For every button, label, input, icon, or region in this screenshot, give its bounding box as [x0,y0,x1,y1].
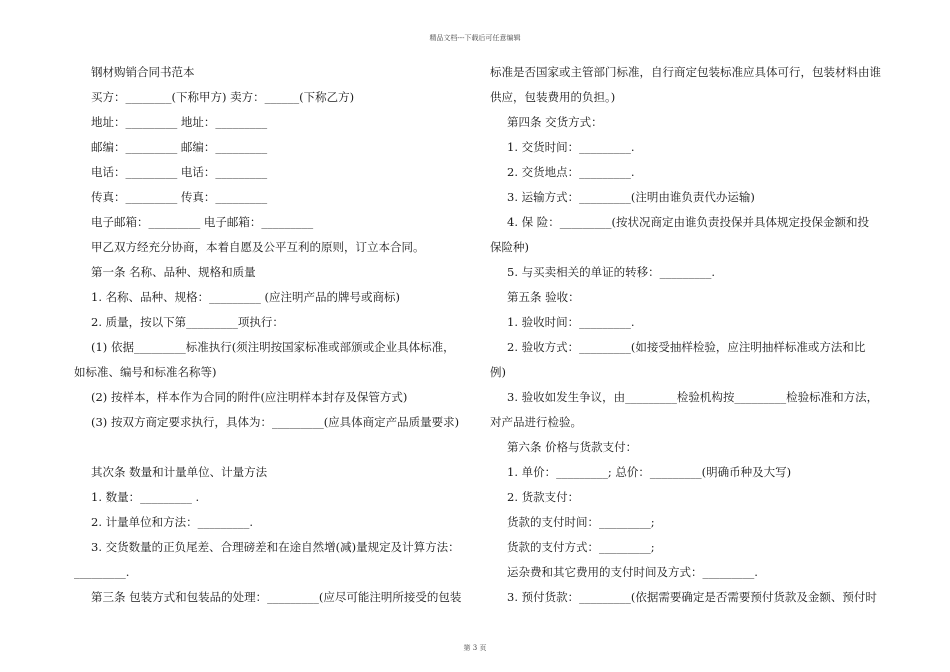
page-footer: 第 3 页 [463,644,487,652]
text-line: 对产品进行检验。 [490,415,582,429]
text-line: 其次条 数量和计量单位、计量方法 [91,465,268,479]
text-line: 1. 名称、品种、规格：_________ (应注明产品的牌号或商标) [91,290,401,304]
text-line: 传真：_________ 传真：_________ [91,190,268,204]
text-line: 运杂费和其它费用的支付时间及方式：_________. [507,565,758,579]
text-line: 1. 单价：_________; 总价：_________(明确币种及大写) [507,465,792,479]
text-line: 2. 交货地点：_________. [507,165,635,179]
text-line: 保险种) [490,240,529,254]
left-column [74,60,466,610]
text-line: 1. 数量：_________ . [91,490,200,504]
text-line: 2. 质量，按以下第_________项执行： [91,315,284,329]
text-line: 第五条 验收： [507,290,580,304]
text-line: 5. 与买卖相关的单证的转移：_________. [507,265,716,279]
text-line: 如标准、编号和标准名称等) [74,365,217,379]
text-line: 第六条 价格与货款支付： [507,440,638,454]
text-line: _________. [74,565,130,579]
text-line [74,435,466,460]
text-line: 标准是否国家或主管部门标准，自行商定包装标准应具体可行，包装材料由谁 [490,65,881,79]
text-line: 货款的支付时间：_________; [507,515,655,529]
text-line: 3. 验收如发生争议，由_________检验机构按_________检验标准和方法， [507,390,879,404]
text-line: 第四条 交货方式： [507,115,603,129]
text-line: 甲乙双方经充分协商，本着自愿及公平互利的原则，订立本合同。 [91,240,425,254]
text-line: 3. 交货数量的正负尾差、合理磅差和在途自然增(减)量规定及计算方法： [91,540,460,554]
text-line: 钢材购销合同书范本 [91,65,195,79]
page-header: 精品文档---下载后可任意编辑 [429,34,521,42]
text-line: 电子邮箱：_________ 电子邮箱：_________ [91,215,314,229]
text-line: 3. 预付货款：_________(依据需要确定是否需要预付货款及金额、预付时 [507,590,877,604]
text-line: 1. 交货时间：_________. [507,140,635,154]
text-line: (3) 按双方商定要求执行，具体为：_________(应具体商定产品质量要求) [91,415,460,429]
text-line: 2. 验收方式：_________(如接受抽样检验，应注明抽样标准或方法和比 [507,340,866,354]
text-line: 第三条 包装方式和包装品的处理：_________(应尽可能注明所接受的包装 [91,590,462,604]
text-line: 供应，包装费用的负担。) [490,90,616,104]
text-line: 邮编：_________ 邮编：_________ [91,140,268,154]
text-line: 货款的支付方式：_________; [507,540,655,554]
text-line: 例) [490,365,506,379]
text-line: 第一条 名称、品种、规格和质量 [91,265,256,279]
text-line: 3. 运输方式：_________(注明由谁负责代办运输) [507,190,755,204]
text-line: 地址：_________ 地址：_________ [91,115,268,129]
text-line: 2. 计量单位和方法：_________. [91,515,254,529]
text-line: 电话：_________ 电话：_________ [91,165,268,179]
text-line: 4. 保 险：_________(按状况商定由谁负责投保并具体规定投保金额和投 [507,215,870,229]
text-line: 2. 货款支付： [507,490,580,504]
text-line: 1. 验收时间：_________. [507,315,635,329]
right-column [490,60,882,610]
text-line: (1) 依据_________标准执行(须注明按国家标准或部颁或企业具体标准， [91,340,455,354]
text-line: 买方：________(下称甲方) 卖方：______(下称乙方) [91,90,355,104]
text-line: (2) 按样本，样本作为合同的附件(应注明样本封存及保管方式) [91,390,408,404]
